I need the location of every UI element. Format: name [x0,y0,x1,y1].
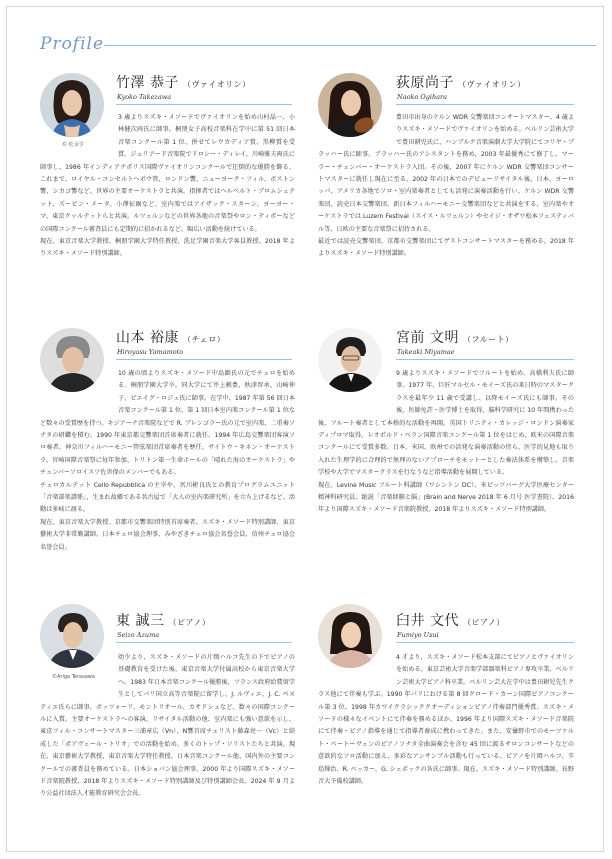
name-rule [116,359,292,360]
instrument-label: （ヴァイオリン） [182,80,251,89]
performer-name: 東 誠三 （ピアノ） [116,613,211,629]
name-rule [396,104,574,105]
header-rule [104,45,596,46]
bio-paragraph: 9 歳よりスズキ・メソードでフルートを始め、高橋利夫氏に師事。1977 年、巨匠マルセル・モイーズ氏の来日時のマスタークラスを最年少 11 歳で受講し、以降モイーズ氏にも師事。その後、医師免許・医学博士を取得、脳科学研究に 10 年間携わった後、フルート奏者として本格的な活動を再開。英国トリニティ・カレッジ・ロンドン演奏家ディプロマ取得。レオポルド・ベラン国際音楽コンクール第 1 位をはじめ、欧米の国際音楽コンクールにて受賞多数。日本、米国、欧州での活発な演奏活動の傍ら、医学的見地も取り入れた生理学的に合理的で無理のないアプローチをモットーとした奏法体系を構築し、音楽学校や大学でマスタークラスを行なうなど指導活動を展開している。 [318,370,574,477]
name-rule [116,104,292,105]
bio-paragraph: チェロカルテット Cello Repubblica の主宰や、宮川彬良氏との教育プログラムユニット「音楽部楽譜係」、生まれ故郷である名古屋で「大人の室内楽研究所」を立ち上げるなど、活動は多岐に渡る。 [40,481,295,514]
biography [318,112,574,261]
photo-credit: © 松永学 [62,142,84,148]
performer-name: 竹澤 恭子 （ヴァイオリン） [116,75,251,91]
bio-paragraph: 3 歳よりスズキ・メソードでヴァイオリンを始め山村晶一、小林健次両氏に師事。桐朋女子高校音楽科在学中に第 51 回日本音楽コンクール第 1 位、併せてレウカディア賞、黒柳賞を受賞。ジュリアード音楽院でドロシー・ディレイ、川崎雅夫両氏に師事し、1986 年インディアナポリス国際ヴァイオリンコンクールで圧倒的な優勝を飾る。これまで、ロイヤル・コンセルトヘボウ管、ロンドン響、ニューヨーク・フィル、ボストン響、シカゴ響など、世界の主要オーケストラと共演。指揮者ではヘルベルト・ブロムシュテット、ズービン・メータ、小澤征爾など、室内楽ではアイザック・スターン、ヨーヨー・マ、東京クヮルテットらと共演。ルツェルンなどの世界各地の音楽祭やロン・ティボーなどの国際コンクール審査員にも定期的に招かれるなど、幅広い活動を続けている。 [40,114,295,233]
bio-paragraph: 4 才より、スズキ・メソード松本支部にてピアノとヴァイオリンを始める。東京芸術大学音楽学部器楽科ピアノ専攻卒業。ベルリン芸術大学ピアノ科卒業。ベルリン芸大在学中は豊田耕児先生クラス他にて伴奏も学ぶ。1990 年パリにおける第 8 回クロード・カーン国際ピアノコンクール第 3 位。1998 年カワイクラシッククオーディションピアノ伴奏部門優秀賞。スズキ・メソードの様々なイベントにて伴奏を務めるほか、1996 年より国際スズキ・メソード音楽院にて伴奏・ピアノ指導を通じて指導者養成に携わってきた。また、安曇野市でのモーツァルト・ベートーヴェンのピアノソナタ全曲演奏会を含む 45 回に渡るサロンコンサートなどの意欲的なソロ活動に加え、多彩なアンサンブル活動も行っている。ピアノを片岡ハルコ、辛島輝治、R. ベッカー、G. シェボックの各氏に師事。現在、スズキ・メソード特別講師、長野音大予備校講師。 [318,654,574,786]
performer-name: 臼井 文代 （ピアノ） [396,613,505,629]
instrument-label: （チェロ） [182,335,226,344]
bio-paragraph: 現在、東京音楽大学教授、桐朋学園大学特任教授、洗足学園音楽大学客員教授。2018 年よりスズキ・メソード特別講師。 [40,238,295,258]
instrument-label: （フルート） [462,335,514,344]
biography [318,652,574,788]
bio-paragraph: 豊田市出身のケルン WDR 交響楽団コンサートマスター。4 歳よりスズキ・メソードでヴァイオリンを始める。ベルリン芸術大学で豊田耕児氏に、ハンブルク音楽演劇大学大学院にてコリヤ・ブラッハー氏に師事。ブラッハー氏のアシスタントを務め、2003 年最優秀にて修了し、マーラー・チェンバー・オーケストラ入団。その後、2007 年にケルン WDR 交響楽団コンサートマスターに就任し現在に至る。2002 年の日本でのデビューリサイタル後、日本、ヨーロッパ、アメリカ各地でソロ・室内楽奏者としても活発に演奏活動を行い、ケルン WDR 交響楽団、読売日本交響楽団、新日本フィルハーモニー交響楽団などと共演をする。室内楽やオーケストラでは Luzern Festival（スイス・ルツェルン）やセイジ・オザワ松本フェスティバル等、日欧の主要な音楽祭に招待される。 [318,114,574,233]
name-rule [396,359,574,360]
performer-roman-name: Takeaki Miyamae [397,348,455,356]
instrument-label: （ピアノ） [168,618,211,627]
biography [318,368,574,517]
instrument-label: （ヴァイオリン） [458,80,526,89]
performer-name: 宮前 文明 （フルート） [396,330,514,346]
bio-paragraph: 10 歳の頃よりスズキ・メソード中島顕氏の元でチェロを始める。桐朋学園大学卒。同大学にて井上頼豊、秋津智承、山崎伸子、ピエイグ・ロジェ氏に師事。在学中、1987 年第 56 回日本音楽コンクール第 1 位、第 1 回日本室内楽コンクール第 1 位など数々の受賞歴を持つ。キジアーナ音楽院などで R. ブレンゴラー氏の元で室内楽、二重奏ソナタの研鑽を積む。1990 年東京都交響楽団首席奏者に就任。1994 年広島交響楽団客演ソロ奏者、神奈川フィルハーモニー管弦楽団首席奏者を歴任。サイトウ・キネン・オーケストラ、宮崎国際音楽祭に毎年参加、トリトン第一生命ホールの「晴れた海のオーケストラ」やチェンバーソロイスツ佐世保のメンバーでもある。 [40,370,295,477]
instrument-label: （ピアノ） [462,618,505,627]
performer-name: 山本 裕康 （チェロ） [116,330,226,346]
name-rule [116,642,292,643]
performer-roman-name: Seizo Azuma [117,631,160,639]
performer-name: 荻原尚子 （ヴァイオリン） [396,75,526,91]
bio-paragraph: 最近では読売交響楽団、京都市交響楽団にてゲストコンサートマスターを務める。2018 年よりスズキ・メソード特別講師。 [318,238,574,258]
performer-roman-name: Fumiyo Usui [397,631,439,639]
name-rule [396,642,574,643]
bio-paragraph: 現在、東京音楽大学教授、京都市交響楽団特別首席奏者、スズキ・メソード特別講師、東京藝術大学非常勤講師。日本チェロ協会理事、みやざきチェロ協会名誉会員、信州チェロ協会名誉会員。 [40,518,295,551]
bio-paragraph: 現在、Levine Music フルート科講師（ワシントン DC）、米ピッツバーグ大学医療センター精神科研究員、総説「音楽経験と脳」(Brain and Nerve 2018 年 6 月号 医学書院）。2016 年より国際スズキ・メソード音楽院教授、2018 年よりスズキ・メソード特別講師。 [318,481,574,514]
page-title: Profile [40,34,105,54]
photo-credit: ©Ariga Terasawa [52,674,95,680]
performer-roman-name: Kyoko Takezawa [117,93,172,101]
bio-paragraph: 幼少より、スズキ・メソードの片岡ハルコ先生の下でピアノの基礎教育を受けた後、東京音楽大学付属高校から東京音楽大学へ。1983 年日本音楽コンクール優勝後、フランス政府給費留学生としてパリ国立高等音楽院に留学し、J. ルヴィエ、J. C. ペヌティエ氏らに師事。ボッツォーリ、モントリオール、カサドシュなど、数々の国際コンクールに入賞。主要オーケストラへの客演、リサイタル活動の他、室内楽にも強い意欲を示し、東京フィル・コンサートマスター三浦章広（Vn）、N響首席チェリスト藤森亮一（Vc）と結成した「ボアヴェール・トリオ」での活動を始め、多くのトップ・ソリストたちと共演。現在、東京藝術大学教授、東京音楽大学特任教授、日本音楽コンクール他、国内外の主要コンクールでの審査員を務めている。日本ショパン協会理事。2000 年より国際スズキ・メソード音楽院教授、2018 年よりスズキ・メソード特別講師及び特別講師会長。2024 年 9 月より公益社団法人才能教育研究会会長。 [40,654,295,798]
performer-roman-name: Hiroyasu Yamamoto [117,348,184,356]
biography [40,652,295,801]
performer-roman-name: Naoko Ogihara [397,93,448,101]
biography [40,112,295,261]
biography [40,368,295,554]
